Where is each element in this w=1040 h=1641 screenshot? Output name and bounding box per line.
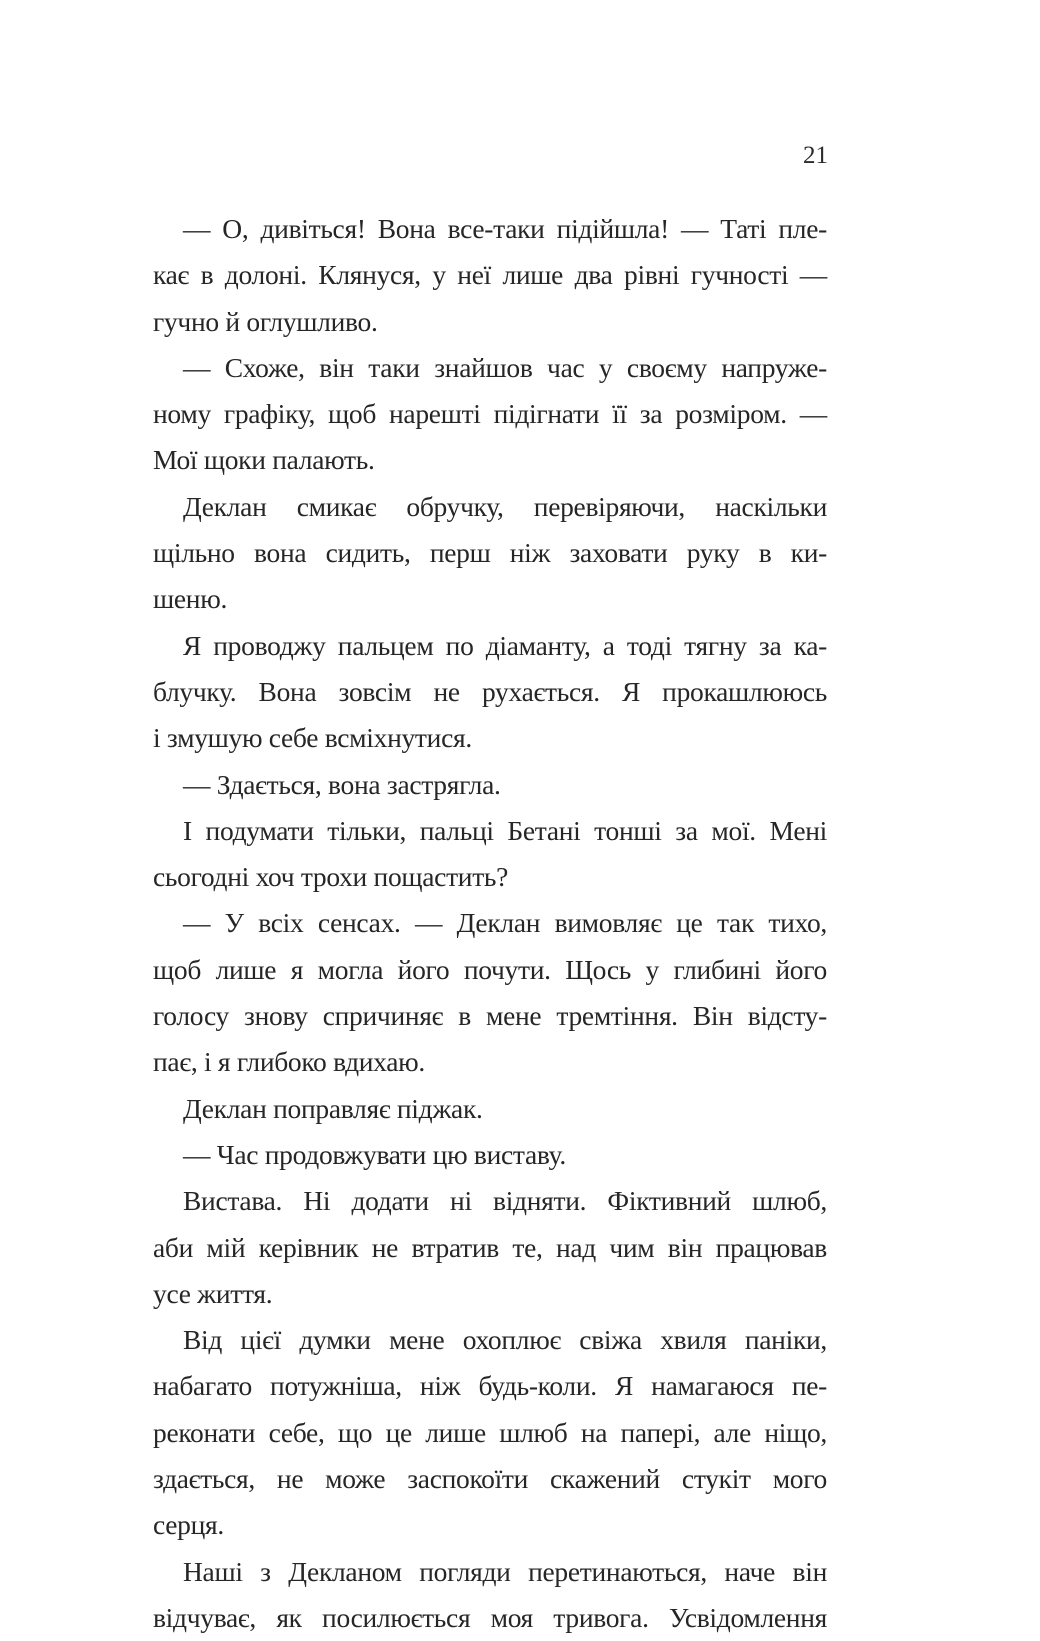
text-line: реконати себе, що це лише шлюб на папері, але ніщо, <box>153 1416 827 1448</box>
text-line: Мої щоки палають. <box>153 444 375 476</box>
text-line: — Час продовжувати цю виставу. <box>183 1138 566 1170</box>
text-line: кає в долоні. Клянуся, у неї лише два рівні гучності — <box>153 259 827 291</box>
text-line: — У всіх сенсах. — Деклан вимовляє це так тихо, <box>183 907 827 939</box>
text-line: блучку. Вона зовсім не рухається. Я прокашлююсь <box>153 675 827 707</box>
text-line: відчуває, як посилюється моя тривога. Усвідомлення <box>153 1601 827 1633</box>
text-line: Деклан поправляє піджак. <box>183 1092 483 1124</box>
text-line: ному графіку, щоб нарешті підігнати її за розміром. — <box>153 398 827 430</box>
text-line: здається, не може заспокоїти скажений стукіт мого <box>153 1463 827 1495</box>
text-line: Я проводжу пальцем по діаманту, а тоді тягну за ка- <box>183 629 827 661</box>
text-line: Наші з Декланом погляди перетинаються, наче він <box>183 1555 827 1587</box>
text-line: — О, дивіться! Вона все-таки підійшла! — Таті пле- <box>183 213 827 244</box>
text-line: і змушую себе всміхнутися. <box>153 722 472 754</box>
text-line: серця. <box>153 1509 224 1541</box>
text-line: шеню. <box>153 583 228 615</box>
text-line: гучно й оглушливо. <box>153 305 378 337</box>
body-text <box>153 206 827 1641</box>
text-line: пає, і я глибоко вдихаю. <box>153 1046 425 1078</box>
text-line: аби мій керівник не втратив те, над чим він працював <box>153 1231 827 1263</box>
text-line: — Схоже, він таки знайшов час у своєму напруже- <box>183 351 827 383</box>
text-line: щільно вона сидить, перш ніж заховати руку в ки- <box>153 537 827 569</box>
text-line: Від цієї думки мене охоплює свіжа хвиля паніки, <box>183 1324 827 1356</box>
text-line: щоб лише я могла його почути. Щось у глибині його <box>153 953 827 985</box>
text-line: — Здається, вона застрягла. <box>183 768 501 800</box>
text-line: Вистава. Ні додати ні відняти. Фіктивний шлюб, <box>183 1185 827 1217</box>
page-number: 21 <box>803 142 828 169</box>
text-line: набагато потужніша, ніж будь-коли. Я намагаюся пе- <box>153 1370 827 1402</box>
text-line: І подумати тільки, пальці Бетані тонші за мої. Мені <box>183 814 827 846</box>
text-line: усе життя. <box>153 1277 273 1309</box>
text-line: сьогодні хоч трохи пощастить? <box>153 861 509 893</box>
text-line: Деклан смикає обручку, перевіряючи, наскільки <box>183 490 827 522</box>
text-line: голосу знову спричиняє в мене тремтіння. Він відсту- <box>153 1000 827 1032</box>
